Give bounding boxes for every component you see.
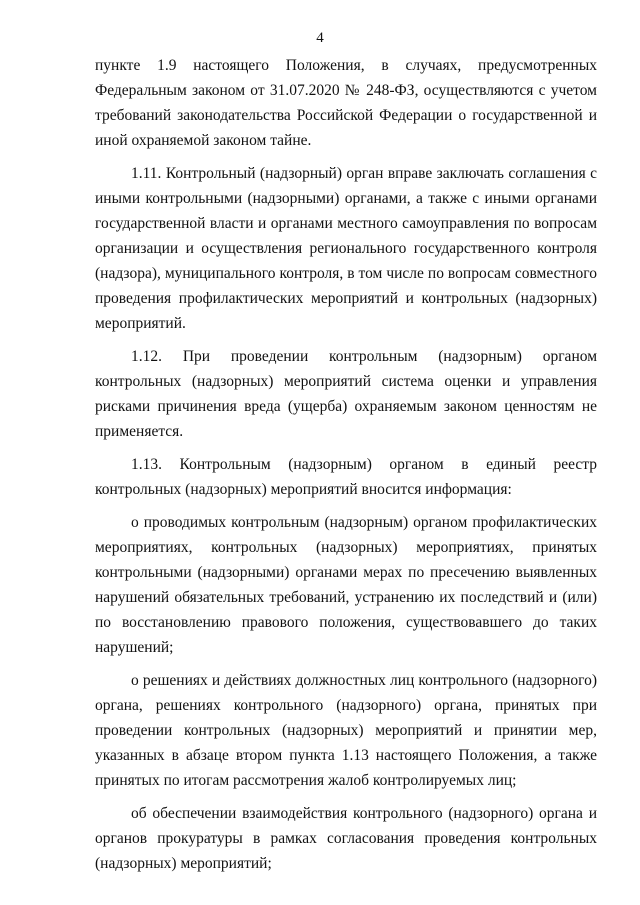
paragraph-1-12: 1.12. При проведении контрольным (надзорным) органом контрольных (надзорных) мероприятий система оценки и управления рисками причинения вреда (ущерба) охраняемым законом ценностям не применяется.: [95, 348, 597, 440]
paragraph-prosecution-interaction: об обеспечении взаимодействия контрольного (надзорного) органа и органов прокуратуры в рамках согласования проведения контрольных (надзорных) мероприятий;: [95, 805, 597, 872]
paragraph-1-11: 1.11. Контрольный (надзорный) орган вправе заключать соглашения с иными контрольными (надзорными) органами, а также с иными органами государственной власти и органами местного самоуправления по вопросам организации и осуществления регионального государственного контроля (надзора), муниципального контроля, в том числе по вопросам совместного проведения профилактических мероприятий и контрольных (надзорных) мероприятий.: [95, 165, 597, 332]
document-body: [95, 53, 597, 884]
page-number: 4: [316, 30, 324, 46]
paragraph-preventive-measures: о проводимых контрольным (надзорным) органом профилактических мероприятиях, контрольных (надзорных) мероприятиях, принятых контрольными (надзорными) органами мерах по пресечению выявленных нарушений обязательных требований, устранению их последствий и (или) по восстановлению правового положения, существовавшего до таких нарушений;: [95, 514, 597, 656]
paragraph-continuation: пункте 1.9 настоящего Положения, в случаях, предусмотренных Федеральным законом от 31.07.2020 № 248-ФЗ, осуществляются с учетом требований законодательства Российской Федерации о государственной и иной охраняемой законом тайне.: [95, 57, 597, 149]
paragraph-decisions-actions: о решениях и действиях должностных лиц контрольного (надзорного) органа, решениях контрольного (надзорного) органа, принятых при проведении контрольных (надзорных) мероприятий и принятии мер, указанных в абзаце втором пункта 1.13 настоящего Положения, а также принятых по итогам рассмотрения жалоб контролируемых лиц;: [95, 672, 597, 789]
paragraph-1-13: 1.13. Контрольным (надзорным) органом в единый реестр контрольных (надзорных) мероприятий вносится информация:: [95, 456, 597, 498]
